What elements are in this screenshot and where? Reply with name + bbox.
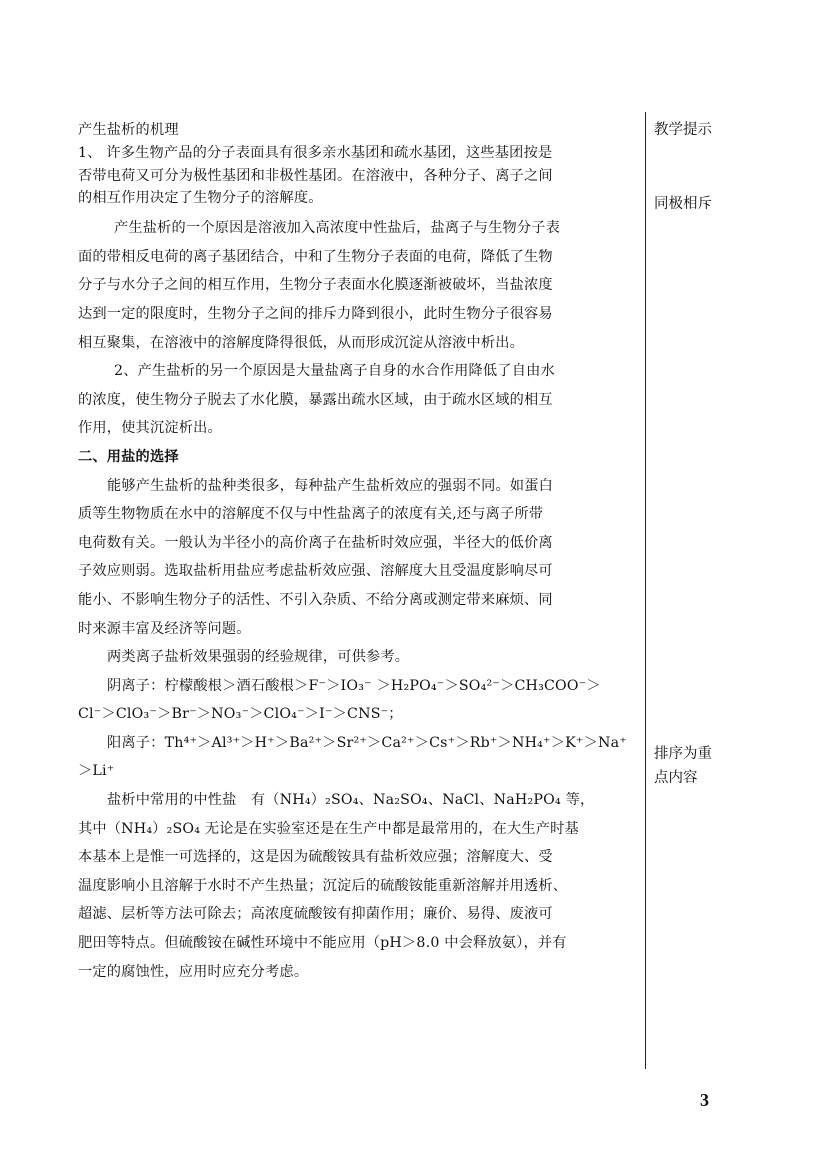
salt-line: 质等生物物质在水中的溶解度不仅与中性盐离子的浓度有关,还与离子所带	[78, 506, 544, 523]
common-line: 一定的腐蚀性，应用时应充分考虑。	[78, 963, 309, 980]
page-number: 3	[700, 1090, 709, 1110]
cation-label: 阳离子：	[107, 734, 165, 751]
reason1-line: 达到一定的限度时，生物分子之间的排斥力降到很小，此时生物分子很容易	[78, 305, 553, 322]
reason1-line: 相互聚集，在溶液中的溶解度降得很低，从而形成沉淀从溶液中析出。	[78, 334, 525, 351]
salt-line: 能够产生盐析的盐种类很多，每种盐产生盐析效应的强弱不同。如蛋白	[107, 477, 554, 494]
common-line: 其中（NH₄）₂SO₄ 无论是在实验室还是在生产中都是最常用的，在大生产时基	[78, 820, 579, 837]
salt-line: 能小、不影响生物分子的活性、不引入杂质、不给分离或测定带来麻烦、同	[78, 591, 553, 608]
reason1-line: 产生盐析的一个原因是溶液加入高浓度中性盐后，盐离子与生物分子表	[114, 220, 561, 237]
cation-line1: Th⁴⁺＞Al³⁺＞H⁺＞Ba²⁺＞Sr²⁺＞Ca²⁺＞Cs⁺＞Rb⁺＞NH₄⁺＞K⁺＞Na⁺	[164, 734, 627, 751]
section-title: 产生盐析的机理	[78, 122, 179, 138]
common-line: 盐析中常用的中性盐 有（NH₄）₂SO₄、Na₂SO₄、NaCl、NaH₂PO₄ 等，	[107, 792, 595, 809]
reason1-line: 分子与水分子之间的相互作用，生物分子表面水化膜逐渐被破坏，当盐浓度	[78, 277, 553, 294]
salt-line: 时来源丰富及经济等问题。	[78, 620, 251, 637]
reason2-line: 2、产生盐析的另一个原因是大量盐离子自身的水合作用降低了自由水	[114, 363, 555, 380]
reason2-line: 的浓度，使生物分子脱去了水化膜，暴露出疏水区域，由于疏水区域的相互	[78, 391, 553, 408]
anion-line1: 柠檬酸根＞酒石酸根＞F⁻＞IO₃⁻ ＞H₂PO₄⁻＞SO₄²⁻＞CH₃COO⁻＞	[164, 677, 601, 694]
reason1-line: 面的带相反电荷的离子基团结合，中和了生物分子表面的电荷，降低了生物	[78, 248, 553, 265]
side-note-like-charges: 同极相斥	[654, 196, 712, 212]
reason2-line: 作用，使其沉淀析出。	[78, 420, 222, 437]
main-text-column	[78, 119, 640, 986]
intro-line: 1、 许多生物产品的分子表面具有很多亲水基团和疏水基团，这些基团按是	[78, 144, 553, 161]
salt-line: 电荷数有关。一般认为半径小的高价离子在盐析时效应强，半径大的低价离	[78, 534, 553, 551]
side-note-teaching-tip: 教学提示	[654, 122, 712, 138]
common-line: 超滤、层析等方法可除去；高浓度硫酸铵有抑菌作用；廉价、易得、废液可	[78, 906, 553, 923]
common-line: 肥田等特点。但硫酸铵在碱性环境中不能应用（pH＞8.0 中会释放氨），并有	[78, 935, 567, 952]
anion-label: 阴离子：	[107, 677, 165, 694]
side-note-ranking-cont: 点内容	[654, 770, 698, 786]
side-note-ranking: 排序为重	[654, 746, 712, 762]
common-line: 本基本上是惟一可选择的，这是因为硫酸铵具有盐析效应强；溶解度大、受	[78, 849, 553, 866]
intro-line: 否带电荷又可分为极性基团和非极性基团。在溶液中，各种分子、离子之间	[78, 167, 553, 184]
cation-series	[78, 729, 640, 758]
anion-series	[78, 672, 640, 701]
salt-line: 子效应则弱。选取盐析用盐应考虑盐析效应强、溶解度大且受温度影响尽可	[78, 563, 553, 580]
cation-line2: ＞Li⁺	[78, 763, 115, 780]
common-line: 温度影响小且溶解于水时不产生热量；沉淀后的硫酸铵能重新溶解并用透析、	[78, 877, 568, 894]
intro-line: 的相互作用决定了生物分子的溶解度。	[78, 190, 323, 207]
rule-intro: 两类离子盐析效果强弱的经验规律，可供参考。	[107, 649, 410, 666]
anion-line2: Cl⁻＞ClO₃⁻＞Br⁻＞NO₃⁻＞ClO₄⁻＞I⁻＞CNS⁻；	[78, 706, 403, 723]
margin-divider	[645, 112, 646, 1069]
heading-salt-selection: 二、用盐的选择	[78, 448, 179, 465]
